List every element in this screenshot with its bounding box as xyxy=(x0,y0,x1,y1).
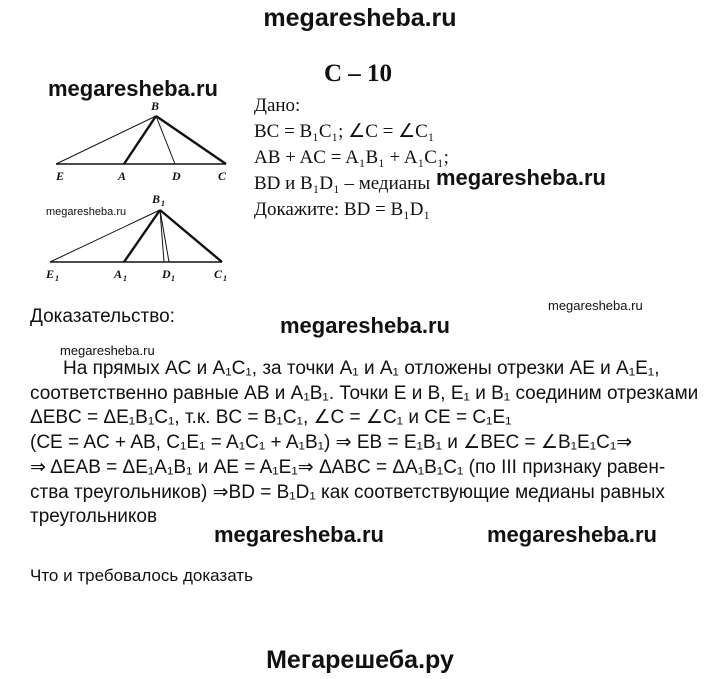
watermark-bottom-right: megaresheba.ru xyxy=(487,522,657,547)
proof-line-1: На прямых AC и A₁C₁, за точки A₁ и A₁ отложены отрезки AE и A₁E₁, xyxy=(63,358,660,379)
bottom-triangle xyxy=(50,210,222,262)
label-d1-sub: 1 xyxy=(171,274,175,283)
watermark-figure-left: megaresheba.ru xyxy=(48,76,218,101)
watermark-top: megaresheba.ru xyxy=(263,4,457,32)
watermark-proof-center: megaresheba.ru xyxy=(280,313,450,338)
label-a1: A xyxy=(114,267,123,281)
watermark-given-right: megaresheba.ru xyxy=(436,165,606,190)
triangles-figure xyxy=(36,98,246,283)
label-c1-sub: 1 xyxy=(223,274,227,283)
proof-line-5: ⇒ ΔEAB = ΔE₁A₁B₁ и AE = A₁E₁⇒ ΔABC = ΔA₁B₁C₁ (по III признаку равен- xyxy=(30,456,666,478)
label-e1-sub: 1 xyxy=(55,274,59,283)
proof-line-2: соответственно равные AB и A₁B₁. Точки E и B, E₁ и B₁ соединим отрезками xyxy=(30,382,699,404)
label-a: A xyxy=(118,169,127,183)
label-d1: D xyxy=(162,267,171,281)
top-triangle xyxy=(56,116,226,164)
watermark-right-small: megaresheba.ru xyxy=(548,298,643,313)
given-line-2: AB + AC = A₁B₁ + A₁C₁; xyxy=(254,147,449,168)
label-b1: B xyxy=(152,192,161,206)
footer-brand: Мегарешеба.ру xyxy=(266,646,454,674)
label-c1: C xyxy=(214,267,223,281)
watermark-proof-left-small: megaresheba.ru xyxy=(60,343,155,358)
proof-paragraph xyxy=(30,357,700,530)
given-line-3: BD и B₁D₁ – медианы xyxy=(254,173,431,194)
watermark-figure-small: megaresheba.ru xyxy=(46,206,127,218)
proof-line-7: треугольников xyxy=(30,506,158,528)
watermark-bottom-center: megaresheba.ru xyxy=(214,522,384,547)
proof-line-6: ства треугольников) ⇒BD = B₁D₁ как соответствующие медианы равных xyxy=(30,481,665,503)
proof-line-3: ΔEBC = ΔE₁B₁C₁, т.к. BC = B₁C₁, ∠C = ∠C₁ и CE = C₁E₁ xyxy=(30,407,512,429)
prove-line: Докажите: BD = B₁D₁ xyxy=(254,199,431,220)
label-c: C xyxy=(218,169,227,183)
given-line-1: BC = B₁C₁; ∠C = ∠C₁ xyxy=(254,121,435,142)
label-a1-sub: 1 xyxy=(123,274,127,283)
label-e1: E xyxy=(46,267,55,281)
given-label: Дано: xyxy=(254,95,301,116)
proof-conclusion: Что и требовалось доказать xyxy=(30,566,253,585)
proof-line-4: (CE = AC + AB, C₁E₁ = A₁C₁ + A₁B₁) ⇒ EB = E₁B₁ и ∠BEC = ∠B₁E₁C₁⇒ xyxy=(30,432,633,454)
label-b: B xyxy=(151,99,160,113)
label-d: D xyxy=(172,169,181,183)
label-b1-sub: 1 xyxy=(161,199,165,208)
proof-heading: Доказательство: xyxy=(30,306,175,327)
problem-title: С – 10 xyxy=(324,60,393,87)
label-e: E xyxy=(56,169,65,183)
